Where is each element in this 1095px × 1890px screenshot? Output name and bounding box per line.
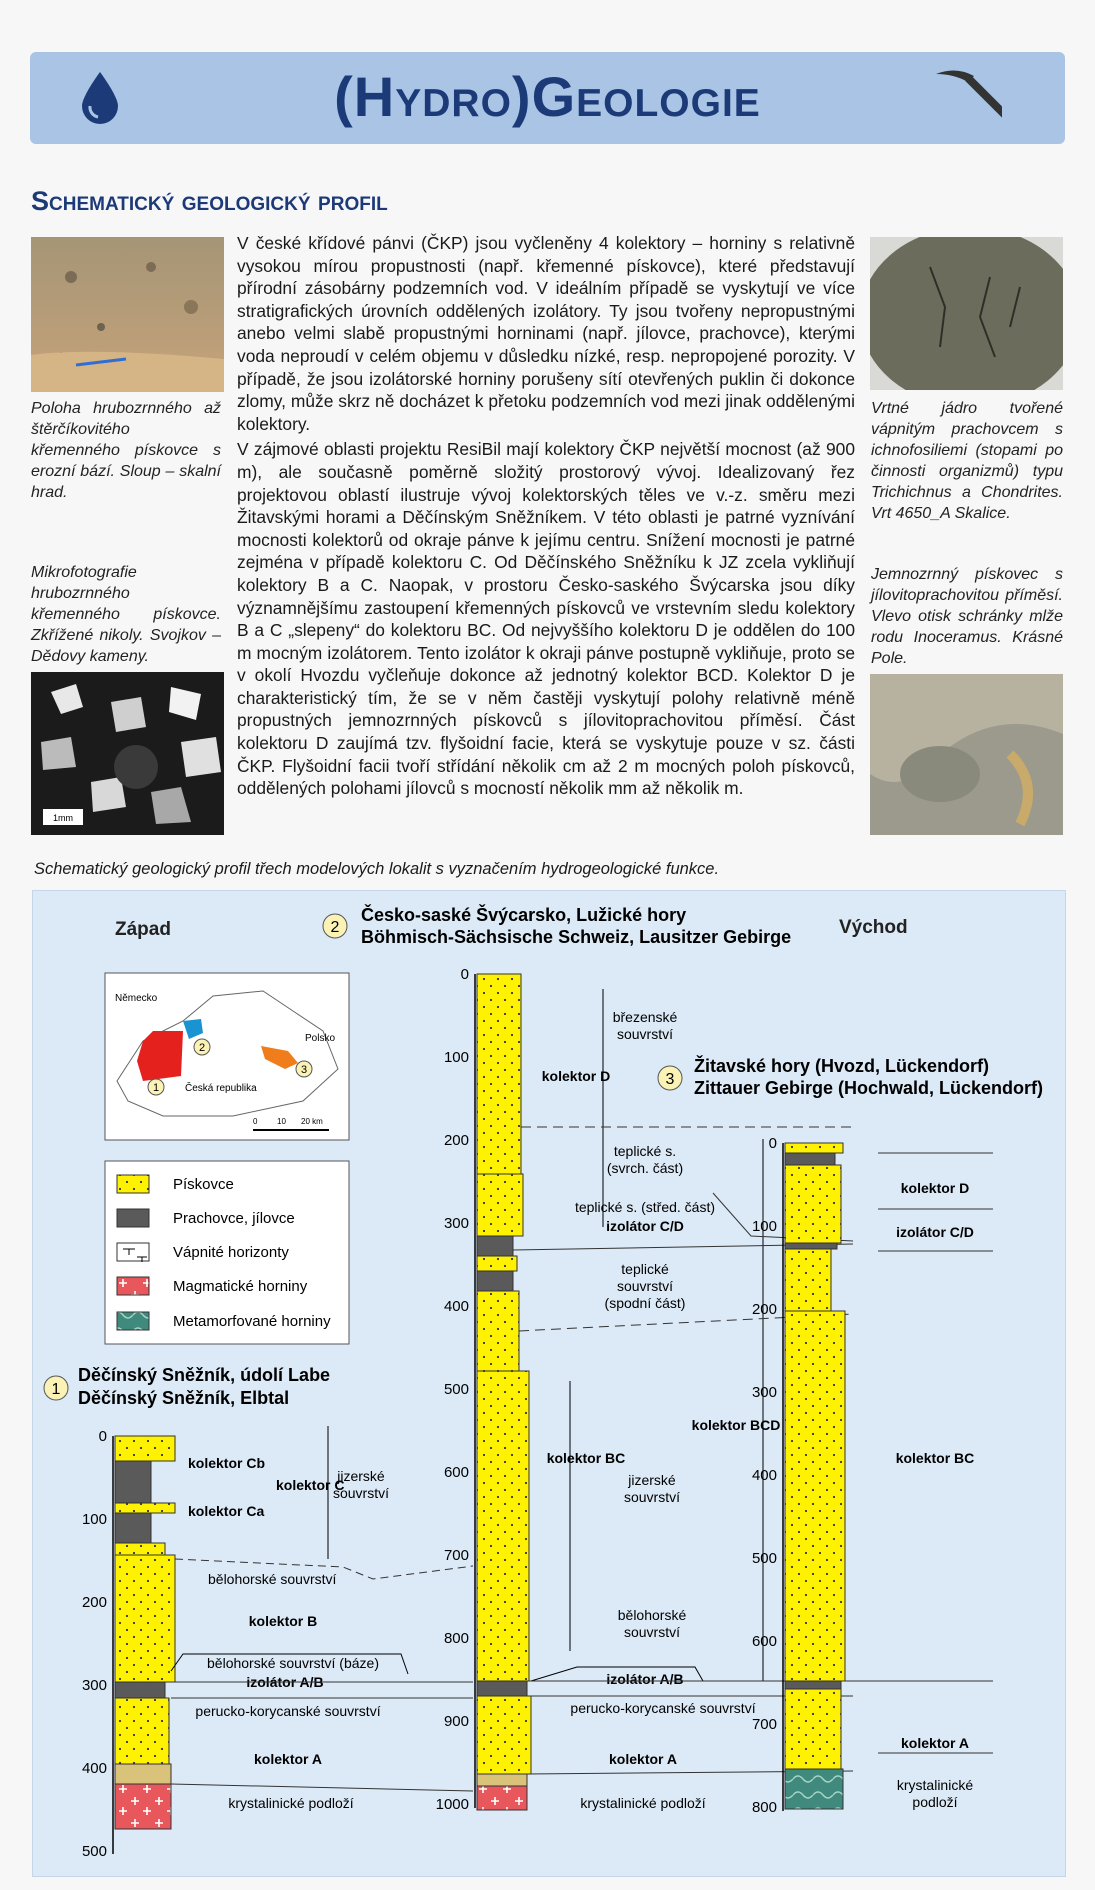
col2-tick-600: 600 bbox=[443, 1464, 469, 1481]
col2-teplicke-stred: teplické s. (střed. část) bbox=[574, 1199, 716, 1215]
col3-kolektor-a: kolektor A bbox=[901, 1735, 969, 1751]
loc3-title-de: Zittauer Gebirge (Hochwald, Lückendorf) bbox=[694, 1078, 1044, 1098]
loc3-title-cz: Žitavské hory (Hvozd, Lückendorf) bbox=[694, 1056, 990, 1076]
col3-tick-500: 500 bbox=[751, 1550, 777, 1567]
col1-tick-200: 200 bbox=[81, 1594, 107, 1611]
col2-tick-700: 700 bbox=[443, 1547, 469, 1564]
col1-kolektor-a: kolektor A bbox=[254, 1751, 322, 1767]
col2-teplicke-svrch-1: teplické s. bbox=[613, 1143, 677, 1159]
fine-sandstone-photo bbox=[870, 674, 1063, 835]
col2-brezenske-1: březenské bbox=[612, 1009, 678, 1025]
col3-krystalinicke-1: krystalinické bbox=[896, 1777, 974, 1793]
map-scale-0: 0 bbox=[253, 1117, 258, 1126]
col2-tick-400: 400 bbox=[443, 1298, 469, 1315]
col3-tick-800: 800 bbox=[751, 1799, 777, 1816]
col1-jizerske: jizerské bbox=[337, 1468, 385, 1484]
col2-izolator-cd: izolátor C/D bbox=[606, 1218, 684, 1234]
col1-kolektor-cb: kolektor Cb bbox=[188, 1455, 266, 1471]
photo-caption-1: Poloha hrubozrnného až štěrčíkovitého křemenného pískovce s erozní bází. Sloup – skalní hrad. bbox=[31, 400, 221, 501]
column-3 bbox=[752, 1135, 993, 1816]
col2-teplicke-sp-3: (spodní část) bbox=[604, 1295, 686, 1311]
col1-belohorske: bělohorské souvrství bbox=[208, 1571, 337, 1587]
loc2-number: 2 bbox=[330, 919, 340, 936]
col2-izolator-ab: izolátor A/B bbox=[606, 1671, 684, 1687]
photo-caption-3: Vrtné jádro tvořené vápnitým prachovcem s ichnofosiliemi (stopami po činnosti organizmů) typu Trichichnus a Chondrites. Vrt 4650_A Skalice. bbox=[871, 400, 1063, 522]
body-paragraph-1: V české křídové pánvi (ČKP) jsou vyčleněny 4 kolektory – horniny s relativně vysokou mírou propustnosti (např. křemenné pískovce), které představují přírodní zásobárny podzemních vod. V ideálním případě se vyskytují ve více stratigrafických úrovních oddělených izolátory. Ty jsou tvořeny nepropustnými anebo velmi slabě propustnými horninami (např. jílovce, prachovce), kterými voda neproudí v celém objemu v důsledku nízké, resp. nepropojené porozity. V případě, že jsou izolátorské horniny porušeny sítí otevřených puklin či dokonce zlomy, může skrz ně docházet k přetoku podzemních vod mezi jinak oddělenými kolektory. bbox=[237, 233, 855, 434]
loc1-title-de: Děčínský Sněžník, Elbtal bbox=[78, 1388, 290, 1408]
col1-perucko: perucko-korycanské souvrství bbox=[195, 1703, 381, 1719]
col3-kolektor-d: kolektor D bbox=[900, 1180, 970, 1196]
body-paragraph-2: V zájmové oblasti projektu ResiBil mají kolektory ČKP největší mocnost (až 900 m), ale současně poměrně složitý prostorový vývoj. Idealizovaný řez projektovou oblastí ilustruje vývoj kolektorských těles ve v.-z. směru mezi Žitavskými horami a Děčínským Sněžníkem. V této oblasti je patrné vyznívání mocnosti kolektorů od okraje pánve k jejímu centru. Snížení mocnosti je patrné zejména v případě kolektoru C. Od Děčínského Sněžníku k JZ zcela vykliňují kolektory B a C. Naopak, v prostoru Česko-saského Švýcarska jsou díky významnějšímu zastoupení křemenných pískovců ve vrstevním sledu kolektory B a C „slepeny“ do kolektoru BC. Od nejvyššího kolektoru D je oddělen do 100 m mocným izolátorem. Tento izolátor k okraji pánve postupně vykliňuje, proto se v okolí Hvozdu vyčleňuje dokonce až jednotný kolektor BCD. Kolektor D je charakteristický tím, že se v něm častěji vyskytují polohy relativně méně propustných jemnozrnných pískovců s jílovitoprachovitou příměsí. Část kolektoru D zaujímá tzv. flyšoidní facie, která se vyskytuje pouze v sz. části ČKP. Flyšoidní facii tvoří střídání několik cm až 2 m mocných poloh pískovců, oddělených polohami jílovců s mocností několik mm až několik m. bbox=[237, 439, 855, 799]
east-label: Východ bbox=[839, 917, 908, 938]
loc1-title-cz: Děčínský Sněžník, údolí Labe bbox=[78, 1365, 331, 1385]
col1-krystalinicke: krystalinické podloží bbox=[228, 1795, 354, 1811]
col3-tick-0: 0 bbox=[768, 1135, 777, 1152]
section-title: Schematický geologický profil bbox=[31, 186, 388, 216]
col2-tick-900: 900 bbox=[443, 1713, 469, 1730]
col3-tick-200: 200 bbox=[751, 1301, 777, 1318]
figure-caption: Schematický geologický profil třech modelových lokalit s vyznačením hydrogeologické funkce. bbox=[34, 860, 720, 878]
col1-tick-0: 0 bbox=[98, 1428, 107, 1445]
body-text bbox=[237, 232, 855, 803]
map-marker-2: 2 bbox=[198, 1042, 206, 1054]
col1-belohorske-baze: bělohorské souvrství (báze) bbox=[207, 1655, 379, 1671]
legend-calcareous: Vápnité horizonty bbox=[173, 1244, 289, 1261]
col2-tick-1000: 1000 bbox=[435, 1796, 469, 1813]
map-label-germany: Německo bbox=[115, 993, 158, 1004]
col2-kolektor-d: kolektor D bbox=[541, 1068, 611, 1084]
legend-metamorphic: Metamorfované horniny bbox=[173, 1313, 331, 1330]
col2-tick-200: 200 bbox=[443, 1132, 469, 1149]
col2-tick-500: 500 bbox=[443, 1381, 469, 1398]
map-label-poland: Polsko bbox=[305, 1033, 336, 1044]
col2-tick-800: 800 bbox=[443, 1630, 469, 1647]
map-marker-3: 3 bbox=[300, 1064, 308, 1076]
micrograph-photo bbox=[31, 672, 224, 835]
loc2-title-de: Böhmisch-Sächsische Schweiz, Lausitzer Gebirge bbox=[361, 927, 792, 947]
map-marker-1: 1 bbox=[152, 1082, 160, 1094]
photo-caption-2: Mikrofotografie hrubozrnného křemenného pískovce. Zkřížené nikoly. Svojkov – Dědovy kameny. bbox=[31, 564, 221, 665]
loc2-title-cz: Česko-saské Švýcarsko, Lužické hory bbox=[361, 905, 687, 925]
col1-tick-300: 300 bbox=[81, 1677, 107, 1694]
location-map bbox=[105, 973, 349, 1140]
col2-kolektor-bcd: kolektor BCD bbox=[691, 1417, 781, 1433]
rock-hammer-icon bbox=[930, 64, 1002, 136]
map-scale-10: 10 bbox=[277, 1117, 286, 1126]
col3-tick-400: 400 bbox=[751, 1467, 777, 1484]
col1-tick-500: 500 bbox=[81, 1843, 107, 1860]
loc1-number: 1 bbox=[51, 1381, 61, 1398]
col1-kolektor-ca: kolektor Ca bbox=[188, 1503, 265, 1519]
col3-tick-600: 600 bbox=[751, 1633, 777, 1650]
col2-jizerske-2: souvrství bbox=[623, 1489, 681, 1505]
col2-kolektor-a: kolektor A bbox=[609, 1751, 677, 1767]
col3-krystalinicke-2: podloží bbox=[912, 1794, 958, 1810]
col3-kolektor-bc: kolektor BC bbox=[895, 1450, 975, 1466]
col2-krystalinicke: krystalinické podloží bbox=[580, 1795, 706, 1811]
legend-siltstone: Prachovce, jílovce bbox=[173, 1210, 295, 1227]
loc3-number: 3 bbox=[665, 1071, 675, 1088]
col2-perucko: perucko-korycanské souvrství bbox=[570, 1700, 756, 1716]
photo-caption-4: Jemnozrnný pískovec s jílovitoprachovitou příměsí. Vlevo otisk schránky mlže rodu Inoceramus. Krásné Pole. bbox=[871, 566, 1063, 667]
col1-izolator-ab: izolátor A/B bbox=[246, 1674, 324, 1690]
col2-tick-100: 100 bbox=[443, 1049, 469, 1066]
map-scale-20: 20 km bbox=[301, 1117, 323, 1126]
drill-core-photo bbox=[870, 237, 1063, 390]
col2-belohorske-2: souvrství bbox=[623, 1624, 681, 1640]
col2-kolektor-bc: kolektor BC bbox=[546, 1450, 626, 1466]
col3-tick-100: 100 bbox=[751, 1218, 777, 1235]
col1-kolektor-c: kolektor C bbox=[276, 1477, 345, 1493]
page-title: (Hydro)Geologie bbox=[334, 65, 761, 128]
col1-tick-400: 400 bbox=[81, 1760, 107, 1777]
legend-magmatic: Magmatické horniny bbox=[173, 1278, 308, 1295]
column-1 bbox=[82, 1426, 408, 1860]
col2-tick-300: 300 bbox=[443, 1215, 469, 1232]
col1-kolektor-b: kolektor B bbox=[248, 1613, 318, 1629]
west-label: Západ bbox=[115, 919, 171, 940]
col2-brezenske-2: souvrství bbox=[616, 1026, 674, 1042]
legend-sandstone: Pískovce bbox=[173, 1176, 234, 1193]
col2-teplicke-sp-1: teplické bbox=[621, 1261, 669, 1277]
col2-teplicke-svrch-2: (svrch. část) bbox=[606, 1160, 684, 1176]
col3-izolator-cd: izolátor C/D bbox=[896, 1224, 974, 1240]
legend bbox=[105, 1161, 349, 1344]
col1-tick-100: 100 bbox=[81, 1511, 107, 1528]
col2-tick-0: 0 bbox=[460, 966, 469, 983]
col3-tick-300: 300 bbox=[751, 1384, 777, 1401]
col2-belohorske-1: bělohorské bbox=[617, 1607, 687, 1623]
map-label-czech: Česká republika bbox=[185, 1083, 257, 1094]
col3-tick-700: 700 bbox=[751, 1716, 777, 1733]
geological-profile-panel bbox=[32, 890, 1066, 1877]
col2-jizerske-1: jizerské bbox=[628, 1472, 676, 1488]
col1-souvrstvi: souvrství bbox=[332, 1485, 390, 1501]
scale-label: 1mm bbox=[53, 813, 73, 823]
col2-teplicke-sp-2: souvrství bbox=[616, 1278, 674, 1294]
sandstone-outcrop-photo bbox=[31, 237, 224, 392]
